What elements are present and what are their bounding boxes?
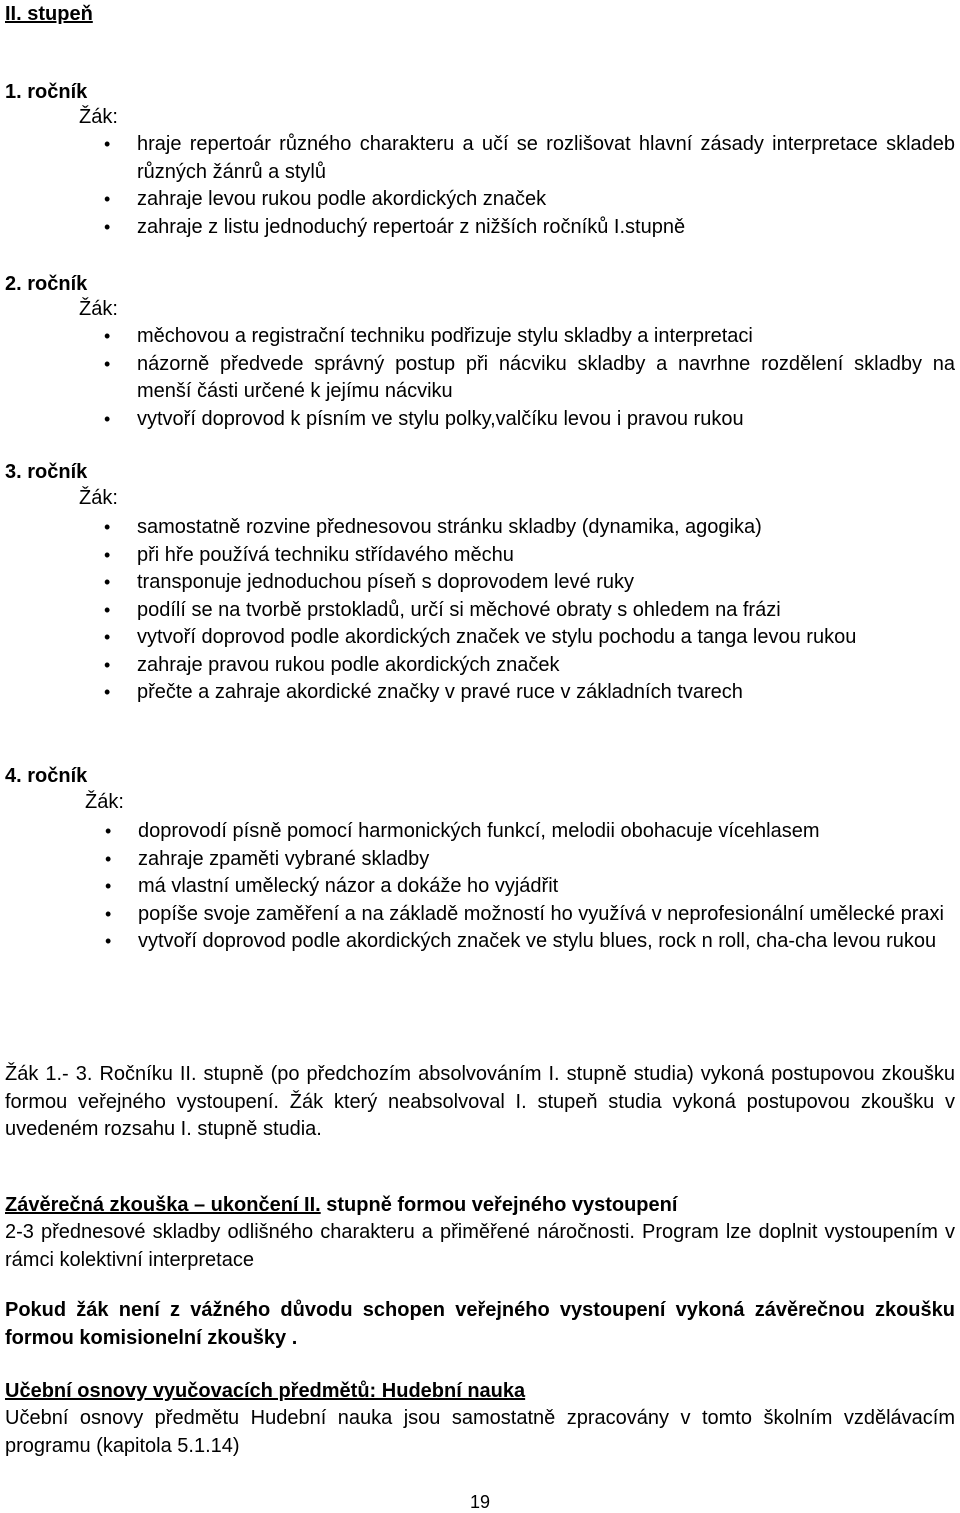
bullet-icon: • — [104, 326, 111, 346]
list-item: • zahraje zpaměti vybrané skladby — [138, 846, 955, 874]
bullet-icon: • — [104, 682, 111, 702]
final-exam-text: 2-3 přednesové skladby odlišného charakteru a přiměřené náročnosti. Program lze doplnit vystoupením v rámci kolektivní interpretace — [5, 1221, 955, 1271]
list-item: • popíše svoje zaměření a na základě možností ho využívá v neprofesionální umělecké praxi — [138, 901, 955, 929]
year-1-zak-label: Žák: — [79, 106, 118, 128]
bullet-icon: • — [104, 517, 111, 537]
curriculum-text: Učební osnovy předmětu Hudební nauka jsou samostatně zpracovány v tomto školním vzdělávacím programu (kapitola 5.1.14) — [5, 1407, 955, 1457]
list-item: • má vlastní umělecký názor a dokáže ho vyjádřit — [138, 873, 955, 901]
list-item: • vytvoří doprovod podle akordických značek ve stylu pochodu a tanga levou rukou — [137, 624, 955, 652]
year-1-list — [104, 131, 955, 241]
bullet-icon: • — [104, 408, 111, 429]
bullet-icon: • — [104, 572, 111, 592]
list-item: • zahraje z listu jednoduchý repertoár z nižších ročníků I.stupně — [137, 214, 955, 242]
list-item: • vytvoří doprovod k písním ve stylu polky,valčíku levou i pravou rukou — [137, 406, 955, 434]
page-number: 19 — [469, 1492, 491, 1512]
year-2-heading: 2. ročník — [5, 273, 88, 295]
bullet-icon: • — [104, 599, 111, 620]
list-item: • vytvoří doprovod podle akordických značek ve stylu blues, rock n roll, cha-cha levou rukou — [138, 928, 955, 956]
bullet-icon: • — [104, 353, 111, 374]
bullet-icon: • — [104, 544, 111, 565]
list-item: • měchovou a registrační techniku podřizuje stylu skladby a interpretaci — [137, 323, 955, 351]
year-4-zak-label: Žák: — [85, 791, 124, 813]
bullet-icon: • — [105, 821, 112, 841]
list-item: • zahraje levou rukou podle akordických značek — [137, 186, 955, 214]
list-item: • samostatně rozvine přednesovou stránku skladby (dynamika, agogika) — [137, 514, 955, 542]
year-3-zak-label: Žák: — [79, 487, 118, 509]
bullet-icon: • — [104, 216, 111, 237]
year-1-heading: 1. ročník — [5, 81, 88, 103]
list-item: • hraje repertoár různého charakteru a učí se rozlišovat hlavní zásady interpretace skladeb různých žánrů a stylů — [104, 133, 955, 183]
page-title: II. stupeň — [5, 3, 93, 25]
final-exam-heading: Závěrečná zkouška – ukončení II. stupně formou veřejného vystoupení — [5, 1194, 678, 1216]
list-item: • podílí se na tvorbě prstokladů, určí si měchové obraty s ohledem na frázi — [137, 597, 955, 625]
list-item: • transponuje jednoduchou píseň s doprovodem levé ruky — [137, 569, 955, 597]
year-4-list — [105, 818, 955, 956]
bullet-icon: • — [105, 876, 112, 896]
list-item: • při hře používá techniku střídavého měchu — [137, 542, 955, 570]
bullet-icon: • — [105, 931, 112, 951]
exam-paragraph: Žák 1.- 3. Ročníku II. stupně (po předchozím absolvováním I. stupně studia) vykoná postupovou zkoušku formou veřejného vystoupení. Žák který neabsolvoval I. stupeň studia vykoná postupovou zkoušku v uvedeném rozsahu I. stupně studia. — [5, 1063, 955, 1140]
bullet-icon: • — [105, 848, 112, 869]
list-item: • doprovodí písně pomocí harmonických funkcí, melodii obohacuje vícehlasem — [138, 818, 955, 846]
curriculum-heading: Učební osnovy vyučovacích předmětů: Hudební nauka — [5, 1380, 526, 1402]
bullet-icon: • — [104, 134, 111, 154]
bullet-icon: • — [104, 627, 111, 647]
list-item: • názorně předvede správný postup při nácviku skladby a navrhne rozdělení skladby na menší části určené k jejímu nácviku — [104, 352, 955, 402]
bullet-icon: • — [104, 654, 111, 675]
year-3-heading: 3. ročník — [5, 461, 88, 483]
commission-note: Pokud žák není z vážného důvodu schopen veřejného vystoupení vykoná závěrečnou zkoušku formou komisionelní zkoušky . — [5, 1299, 955, 1349]
year-3-list — [104, 514, 955, 707]
bullet-icon: • — [105, 903, 112, 924]
list-item: • zahraje pravou rukou podle akordických značek — [137, 652, 955, 680]
year-2-list — [104, 323, 955, 433]
year-4-heading: 4. ročník — [5, 765, 88, 787]
year-2-zak-label: Žák: — [79, 298, 118, 320]
list-item: • přečte a zahraje akordické značky v pravé ruce v základních tvarech — [137, 679, 955, 707]
bullet-icon: • — [104, 189, 111, 209]
